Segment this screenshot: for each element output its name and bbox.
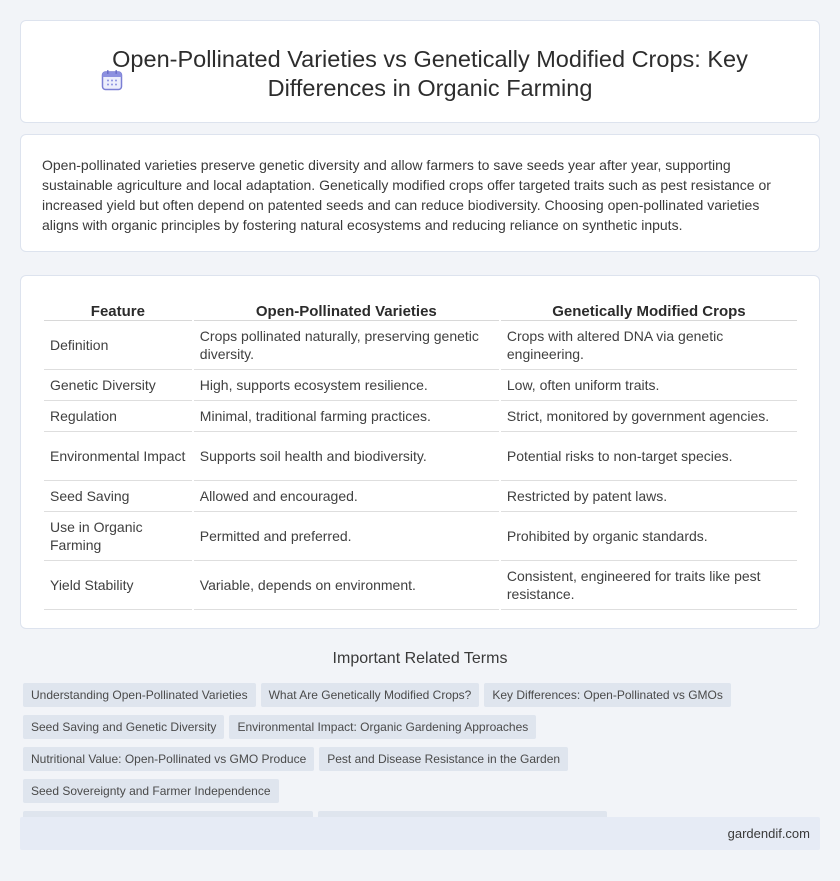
table-row: [44, 370, 797, 401]
table-row: [44, 432, 797, 481]
related-term-link[interactable]: Seed Sovereignty and Farmer Independence: [23, 779, 279, 803]
related-term-link[interactable]: Understanding Open-Pollinated Varieties: [23, 683, 256, 707]
footer: [20, 817, 820, 850]
header-feature: Feature: [44, 297, 192, 321]
table-cell-feature: Yield Stability: [44, 561, 192, 610]
table-cell-feature: Regulation: [44, 401, 192, 432]
intro-card: [20, 134, 820, 252]
table-row: [44, 481, 797, 512]
table-cell-open-pollinated: Crops pollinated naturally, preserving genetic diversity.: [194, 321, 499, 370]
table-cell-gmo: Strict, monitored by government agencies.: [501, 401, 797, 432]
table-cell-open-pollinated: Variable, depends on environment.: [194, 561, 499, 610]
table-row: [44, 401, 797, 432]
comparison-table: [42, 297, 799, 610]
table-cell-open-pollinated: Supports soil health and biodiversity.: [194, 432, 499, 481]
table-row: [44, 512, 797, 561]
table-row: [44, 561, 797, 610]
table-cell-feature: Environmental Impact: [44, 432, 192, 481]
related-terms-title: Important Related Terms: [332, 650, 508, 667]
related-term-link[interactable]: Nutritional Value: Open-Pollinated vs GMO Produce: [23, 747, 314, 771]
table-row: [44, 321, 797, 370]
table-cell-open-pollinated: Permitted and preferred.: [194, 512, 499, 561]
intro-paragraph: Open-pollinated varieties preserve genetic diversity and allow farmers to save seeds year after year, supporting sustainable agriculture and local adaptation. Genetically modified crops offer targeted traits such as pest resistance or increased yield but often depend on patented seeds and can reduce biodiversity. Choosing open-pollinated varieties aligns with organic principles by fostering natural ecosystems and reducing reliance on synthetic inputs.: [42, 157, 771, 233]
header-card: [20, 20, 820, 123]
table-cell-gmo: Low, often uniform traits.: [501, 370, 797, 401]
header-open-pollinated: Open-Pollinated Varieties: [194, 297, 499, 321]
table-cell-feature: Use in Organic Farming: [44, 512, 192, 561]
table-cell-gmo: Prohibited by organic standards.: [501, 512, 797, 561]
related-term-link[interactable]: Pest and Disease Resistance in the Garden: [319, 747, 568, 771]
table-cell-gmo: Consistent, engineered for traits like pest resistance.: [501, 561, 797, 610]
table-cell-open-pollinated: Allowed and encouraged.: [194, 481, 499, 512]
table-cell-open-pollinated: High, supports ecosystem resilience.: [194, 370, 499, 401]
table-cell-feature: Seed Saving: [44, 481, 192, 512]
related-term-link[interactable]: Seed Saving and Genetic Diversity: [23, 715, 224, 739]
table-header-row: [44, 297, 797, 321]
header-gmo: Genetically Modified Crops: [501, 297, 797, 321]
table-cell-open-pollinated: Minimal, traditional farming practices.: [194, 401, 499, 432]
table-cell-gmo: Crops with altered DNA via genetic engineering.: [501, 321, 797, 370]
table-cell-gmo: Potential risks to non-target species.: [501, 432, 797, 481]
related-term-link[interactable]: What Are Genetically Modified Crops?: [261, 683, 480, 707]
related-term-link[interactable]: Key Differences: Open-Pollinated vs GMOs: [484, 683, 731, 707]
related-term-link[interactable]: Environmental Impact: Organic Gardening Approaches: [229, 715, 536, 739]
page-title: Open-Pollinated Varieties vs Genetically Modified Crops: Key Differences in Organic Farming: [112, 46, 748, 101]
table-cell-feature: Genetic Diversity: [44, 370, 192, 401]
comparison-table-card: [20, 275, 820, 629]
table-cell-gmo: Restricted by patent laws.: [501, 481, 797, 512]
footer-site-link[interactable]: gardendif.com: [727, 826, 810, 841]
table-cell-feature: Definition: [44, 321, 192, 370]
